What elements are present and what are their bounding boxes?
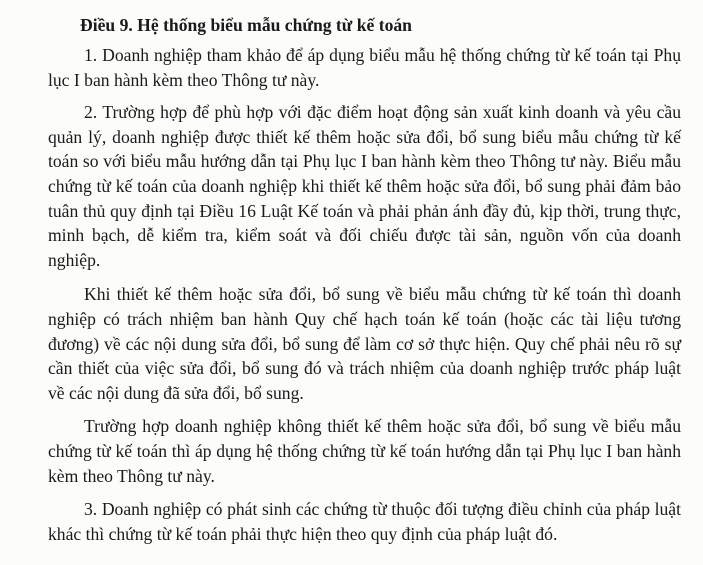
paragraph-clause-2-default: Trường hợp doanh nghiệp không thiết kế thêm hoặc sửa đổi, bổ sung về biểu mẫu chứng từ kế toán thì áp dụng hệ thống chứng từ kế toán hướng dẫn tại Phụ lục I ban hành kèm theo Thông tư này. — [48, 416, 681, 486]
paragraph-clause-1: 1. Doanh nghiệp tham khảo để áp dụng biểu mẫu hệ thống chứng từ kế toán tại Phụ lục I ban hành kèm theo Thông tư này. — [48, 45, 681, 90]
article-heading: Điều 9. Hệ thống biểu mẫu chứng từ kế toán — [80, 15, 412, 35]
paragraph-clause-2: 2. Trường hợp để phù hợp với đặc điểm hoạt động sản xuất kinh doanh và yêu cầu quản lý, doanh nghiệp được thiết kế thêm hoặc sửa đổi, bổ sung biểu mẫu chứng từ kế toán so với biểu mẫu hướng dẫn tại Phụ lục I ban hành kèm theo Thông tư này. Biểu mẫu chứng từ kế toán của doanh nghiệp khi thiết kế thêm hoặc sửa đổi, bổ sung phải đảm bảo tuân thủ quy định tại Điều 16 Luật Kế toán và phải phản ánh đầy đủ, kịp thời, trung thực, minh bạch, dễ kiểm tra, kiểm soát và đối chiếu được tài sản, nguồn vốn của doanh nghiệp. — [48, 102, 681, 270]
paragraph-clause-3: 3. Doanh nghiệp có phát sinh các chứng từ thuộc đối tượng điều chỉnh của pháp luật khác thì chứng từ kế toán phải thực hiện theo quy định của pháp luật đó. — [48, 499, 681, 544]
paragraph-clause-2-design: Khi thiết kế thêm hoặc sửa đổi, bổ sung về biểu mẫu chứng từ kế toán thì doanh nghiệp có trách nhiệm ban hành Quy chế hạch toán kế toán (hoặc các tài liệu tương đương) về các nội dung sửa đổi, bổ sung để làm cơ sở thực hiện. Quy chế phải nêu rõ sự cần thiết của việc sửa đổi, bổ sung đó và trách nhiệm của doanh nghiệp trước pháp luật về các nội dung đã sửa đổi, bổ sung. — [48, 284, 681, 403]
